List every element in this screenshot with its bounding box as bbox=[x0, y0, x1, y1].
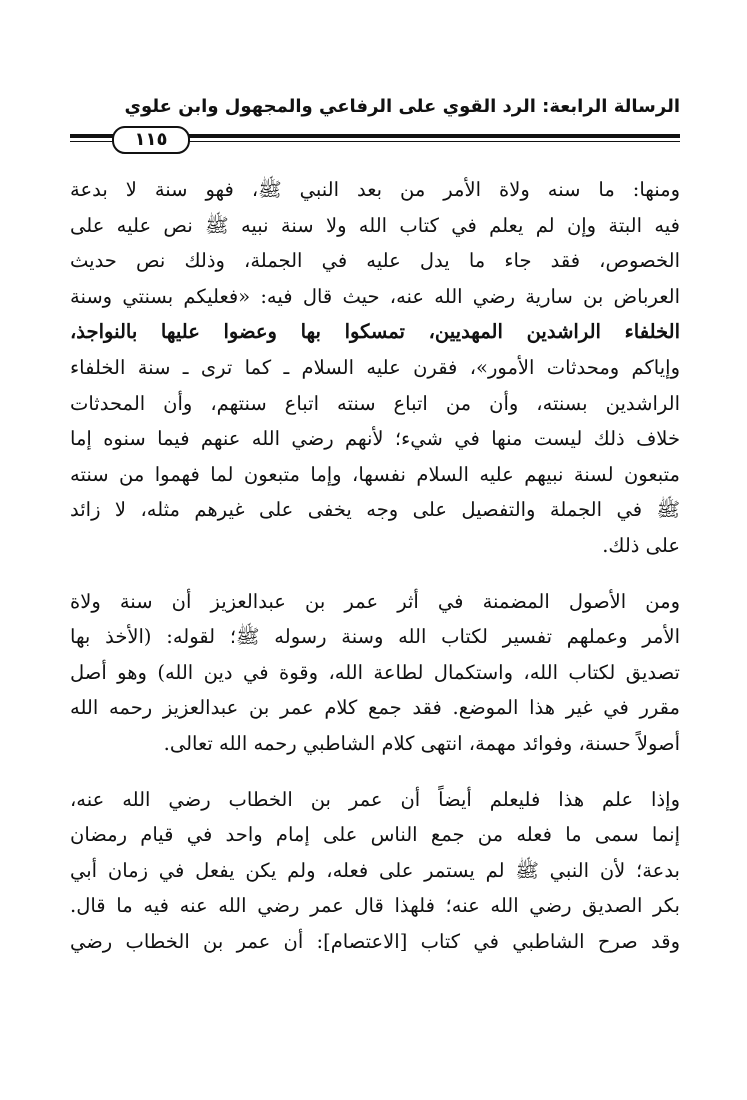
text-line: تصديق لكتاب الله، واستكمال لطاعة الله، وقوة في دين الله) وهو أصل bbox=[70, 660, 680, 684]
text-line: مقرر في غير هذا الموضع. فقد جمع كلام عمر بن عبدالعزيز رحمه الله bbox=[70, 696, 680, 720]
text-line: الخصوص، فقد جاء ما يدل عليه في الجملة، وذلك نص حديث bbox=[70, 249, 680, 273]
text-line: وإياكم ومحدثات الأمور»، فقرن عليه السلام ـ كما ترى ـ سنة الخلفاء bbox=[70, 355, 680, 379]
text-line: الخلفاء الراشدين المهديين، تمسكوا بها وعضوا عليها بالنواجذ، bbox=[70, 320, 680, 344]
paragraph-1 bbox=[70, 172, 680, 564]
text-line: العرباض بن سارية رضي الله عنه، حيث قال فيه: «فعليكم بسنتي وسنة bbox=[70, 284, 680, 308]
text-line: ومن الأصول المضمنة في أثر عمر بن عبدالعزيز أن سنة ولاة bbox=[70, 589, 680, 613]
page-number: ١١٥ bbox=[112, 126, 190, 154]
text-line: بكر الصديق رضي الله عنه؛ فلهذا قال عمر رضي الله عنه فيه ما قال. bbox=[70, 894, 680, 918]
text-line: فيه البتة وإن لم يعلم في كتاب الله ولا سنة نبيه ﷺ نص عليه على bbox=[70, 213, 680, 237]
header-rule bbox=[70, 126, 680, 156]
text-line: بدعة؛ لأن النبي ﷺ لم يستمر على فعله، ولم يكن يفعل في زمان أبي bbox=[70, 858, 680, 882]
text-line: أصولاً حسنة، وفوائد مهمة، انتهى كلام الشاطبي رحمه الله تعالى. bbox=[163, 731, 680, 755]
text-line: خلاف ذلك ليست منها في شيء؛ لأنهم رضي الله عنهم فيما سنوه إما bbox=[70, 427, 680, 451]
text-line: على ذلك. bbox=[602, 533, 680, 557]
text-line: ومنها: ما سنه ولاة الأمر من بعد النبي ﷺ، فهو سنة لا بدعة bbox=[70, 178, 680, 201]
text-line: ﷺ في الجملة والتفصيل على وجه يخفى على غيرهم مثله، لا زائد bbox=[70, 498, 680, 522]
text-line: وقد صرح الشاطبي في كتاب [الاعتصام]: أن عمر بن الخطاب رضي bbox=[70, 929, 680, 953]
paragraph-3 bbox=[70, 782, 680, 960]
text-line: وإذا علم هذا فليعلم أيضاً أن عمر بن الخطاب رضي الله عنه، bbox=[70, 787, 680, 811]
text-line: الأمر وعملهم تفسير لكتاب الله وسنة رسوله ﷺ؛ لقوله: (الأخذ بها bbox=[70, 625, 680, 649]
text-line: الراشدين بسنته، وأن من اتباع سنته اتباع سنتهم، وأن المحدثات bbox=[70, 391, 680, 415]
paragraph-2 bbox=[70, 584, 680, 762]
text-line: متبعون لسنة نبيهم عليه السلام نفسها، وإما متبعون لما فهموا من سنته bbox=[70, 462, 680, 486]
running-header: الرسالة الرابعة: الرد القوي على الرفاعي والمجهول وابن علوي bbox=[124, 96, 680, 117]
body-text bbox=[70, 172, 680, 959]
text-line: إنما سمى ما فعله من جمع الناس على إمام واحد في قيام رمضان bbox=[70, 823, 680, 847]
